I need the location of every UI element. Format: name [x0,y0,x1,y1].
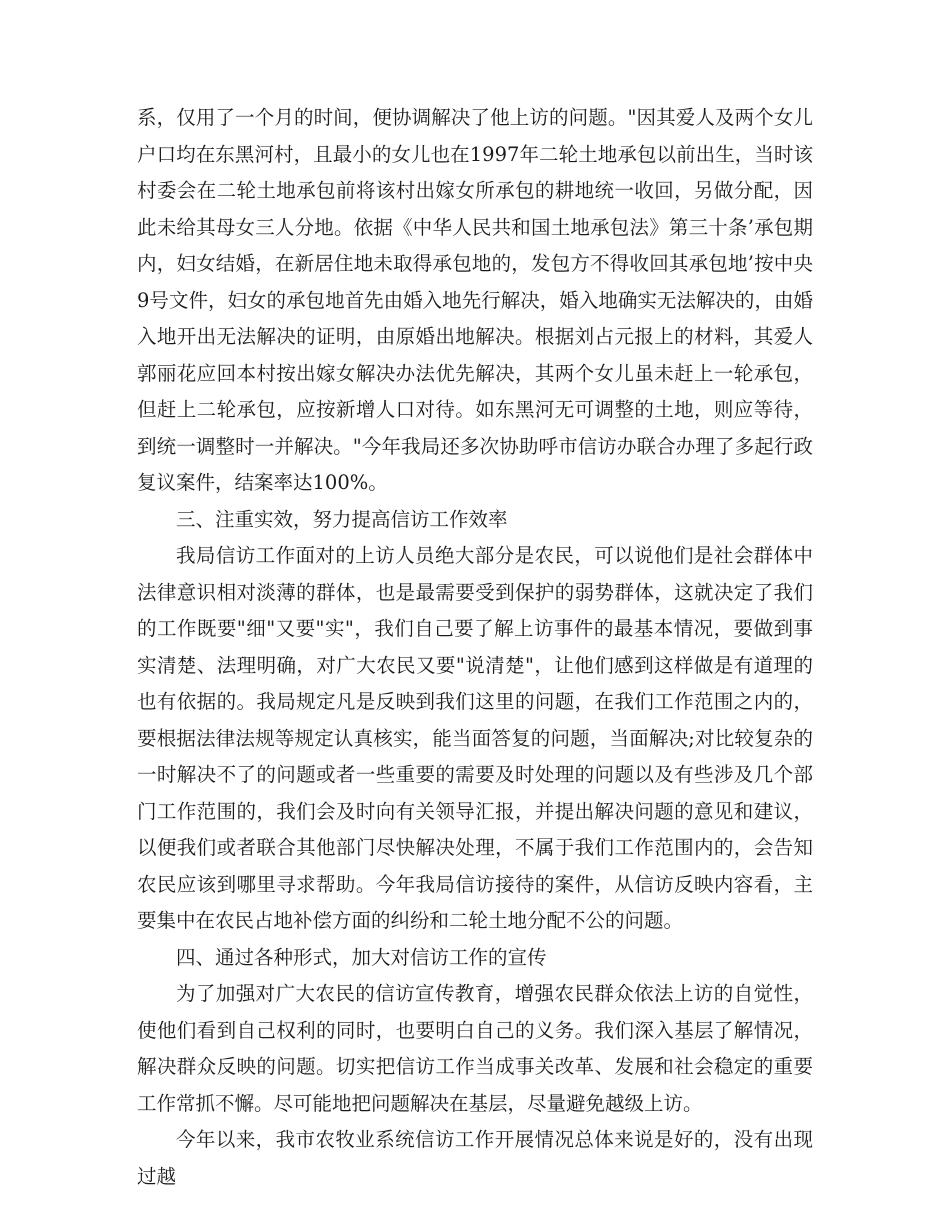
paragraph-efficiency: 我局信访工作面对的上访人员绝大部分是农民，可以说他们是社会群体中法律意识相对淡薄的群体，也是最需要受到保护的弱势群体，这就决定了我们的工作既要"细"又要"实"，我们自己要了解上访事件的最基本情况，要做到事实清楚、法理明确，对广大农民又要"说清楚"，让他们感到这样做是有道理的也有依据的。我局规定凡是反映到我们这里的问题，在我们工作范围之内的，要根据法律法规等规定认真核实，能当面答复的问题，当面解决;对比较复杂的一时解决不了的问题或者一些重要的需要及时处理的问题以及有些涉及几个部门工作范围的，我们会及时向有关领导汇报，并提出解决问题的意见和建议，以便我们或者联合其他部门尽快解决处理，不属于我们工作范围内的，会告知农民应该到哪里寻求帮助。今年我局信访接待的案件，从信访反映内容看，主要集中在农民占地补偿方面的纠纷和二轮土地分配不公的问题。 [137,544,813,932]
section-heading-three: 三、注重实效，努力提高信访工作效率 [176,507,508,531]
document-page [137,100,813,1195]
paragraph-continued-case: 系，仅用了一个月的时间，便协调解决了他上访的问题。"因其爱人及两个女儿户口均在东黑河村，且最小的女儿也在1997年二轮土地承包以前出生，当时该村委会在二轮土地承包前将该村出嫁女所承包的耕地统一收回，另做分配，因此未给其母女三人分地。依据《中华人民共和国土地承包法》第三十条’承包期内，妇女结婚，在新居住地未取得承包地的，发包方不得收回其承包地’按中央9号文件，妇女的承包地首先由婚入地先行解决，婚入地确实无法解决的，由婚入地开出无法解决的证明，由原婚出地解决。根据刘占元报上的材料，其爱人郭丽花应回本村按出嫁女解决办法优先解决，其两个女儿虽未赶上一轮承包，但赶上二轮承包，应按新增人口对待。如东黑河无可调整的土地，则应等待，到统一调整时一并解决。"今年我局还多次协助呼市信访办联合办理了多起行政复议案件，结案率达100%。 [137,106,813,494]
paragraph-summary: 今年以来，我市农牧业系统信访工作开展情况总体来说是好的，没有出现过越 [137,1128,813,1188]
paragraph-publicity: 为了加强对广大农民的信访宣传教育，增强农民群众依法上访的自觉性，使他们看到自己权利的同时，也要明白自己的义务。我们深入基层了解情况，解决群众反映的问题。切实把信访工作当成事关改革、发展和社会稳定的重要工作常抓不懈。尽可能地把问题解决在基层，尽量避免越级上访。 [137,982,813,1115]
section-heading-four: 四、通过各种形式，加大对信访工作的宣传 [176,945,547,969]
